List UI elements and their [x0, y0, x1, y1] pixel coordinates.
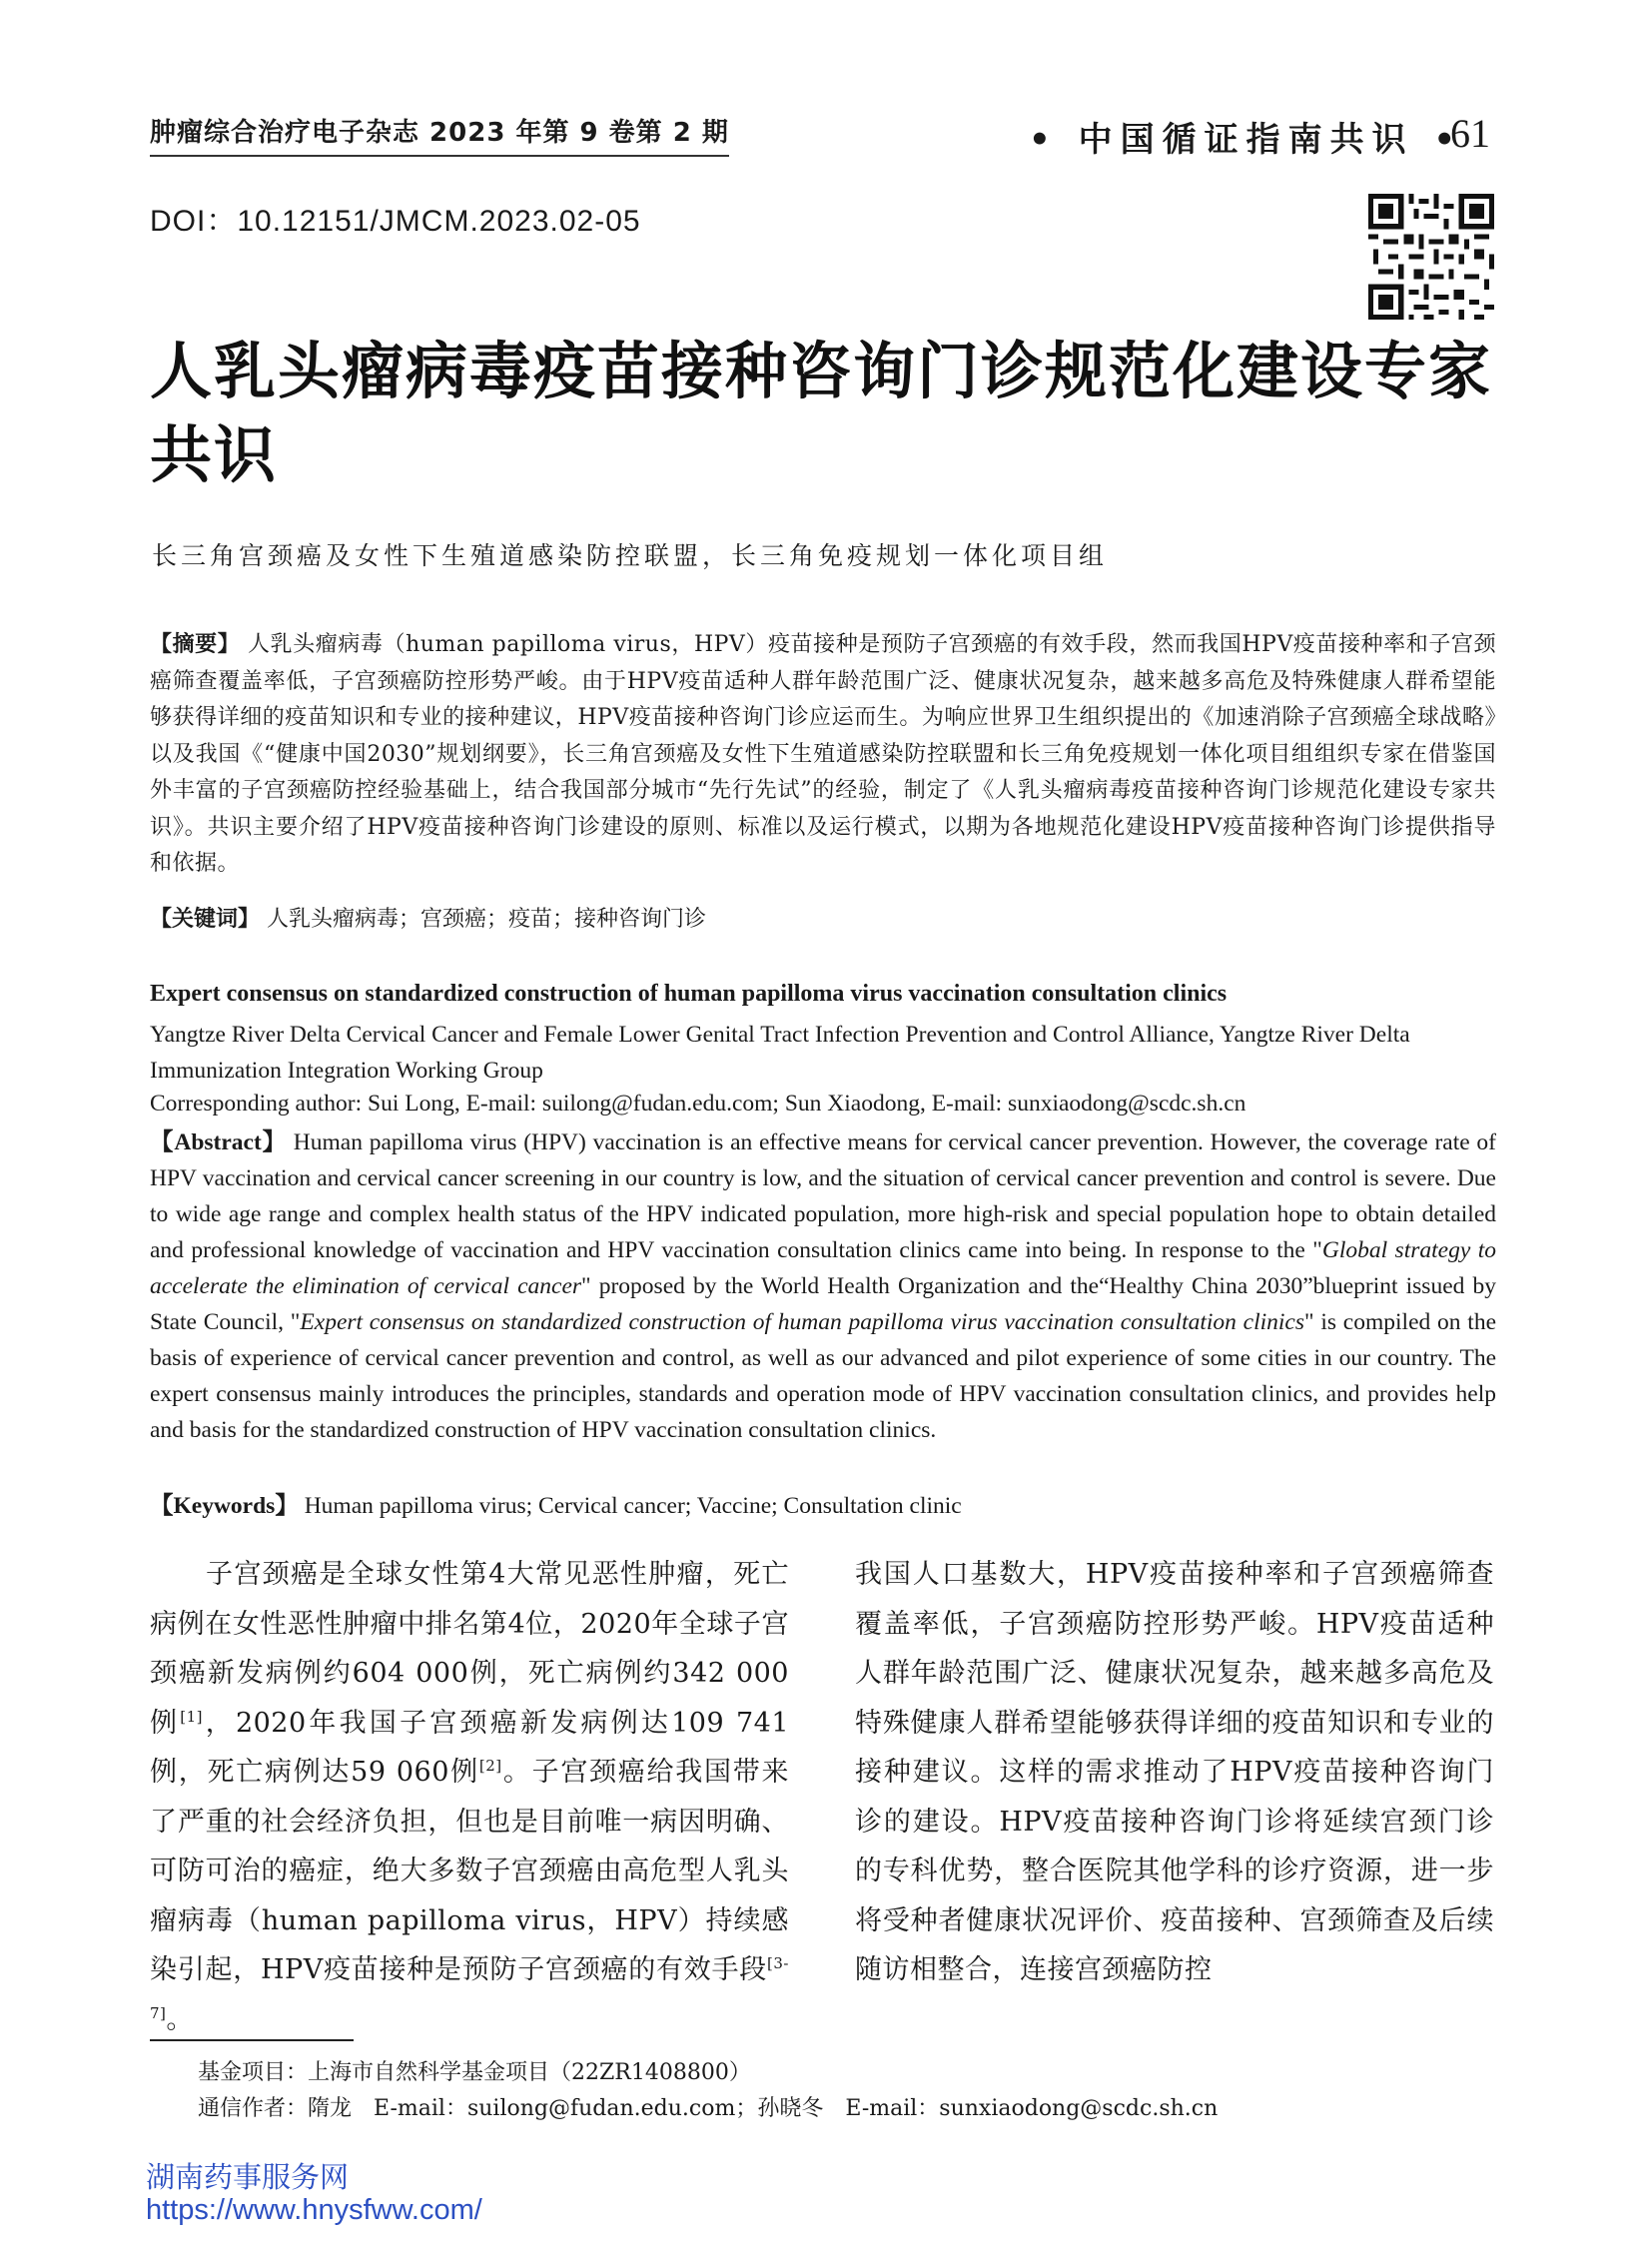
body-text: 。 — [166, 2003, 194, 2035]
citation-link[interactable]: [3-7] — [150, 1954, 789, 2022]
watermark-url[interactable]: https://www.hnysfww.com/ — [146, 2194, 482, 2226]
english-abstract-label: 【Abstract】 — [150, 1129, 288, 1155]
english-abstract-part: " is compiled on the basis of experience of cervical cancer prevention and control, as well as our advanced and pilot experience of some cities in our country. The expert consensus mainly introduces the principles, standards and operation mode of HPV vaccination consultation clinics, and provides help and basis for the standardized construction of HPV vaccination consultation clinics. — [150, 1309, 1496, 1443]
english-keywords-text: Human papilloma virus; Cervical cancer; Vaccine; Consultation clinic — [298, 1493, 962, 1519]
citation-link[interactable]: [2] — [478, 1757, 502, 1775]
citation-link[interactable]: [1] — [180, 1707, 203, 1726]
body-column-right: 我国人口基数大，HPV疫苗接种率和子宫颈癌筛查覆盖率低，子宫颈癌防控形势严峻。HPV疫苗适种人群年龄范围广泛、健康状况复杂，越来越多高危及特殊健康人群希望能够获得详细的疫苗知识和专业的接种建议。这样的需求推动了HPV疫苗接种咨询门诊的建设。HPV疫苗接种咨询门诊将延续宫颈门诊的专科优势，整合医院其他学科的诊疗资源，进一步将受种者健康状况评价、疫苗接种、宫颈筛查及后续随访相整合，连接宫颈癌防控 — [855, 1559, 1494, 1985]
watermark-name: 湖南药事服务网 — [146, 2160, 350, 2194]
english-authors: Yangtze River Delta Cervical Cancer and Female Lower Genital Tract Infection Prevention and Control Alliance, Yangtze River Delta Immunization Integration Working Group — [150, 1022, 1410, 1084]
footnote-divider — [150, 2039, 354, 2041]
footnote-corresponding: 通信作者：隋龙 E-mail：suilong@fudan.edu.com；孙晓冬 E-mail：sunxiaodong@scdc.sh.cn — [198, 2096, 1219, 2121]
english-corresponding: Corresponding author: Sui Long, E-mail: suilong@fudan.edu.com; Sun Xiaodong, E-mail: sunxiaodong@scdc.sh.cn — [150, 1091, 1246, 1117]
body-text: 。子宫颈癌给我国带来了严重的社会经济负担，但也是目前唯一病因明确、可防可治的癌症，绝大多数子宫颈癌由高危型人乳头瘤病毒（human papilloma virus，HPV）持续感染引起，HPV疫苗接种是预防子宫颈癌的有效手段 — [150, 1757, 789, 1985]
english-abstract-italic: Global strategy to accelerate the elimination of cervical cancer — [150, 1237, 1496, 1299]
page-number: 61 — [1450, 111, 1490, 156]
abstract-cn-label: 【摘要】 — [150, 632, 241, 657]
journal-header: 肿瘤综合治疗电子杂志 2023 年第 9 卷第 2 期 — [150, 112, 729, 157]
page-title: 人乳头瘤病毒疫苗接种咨询门诊规范化建设专家共识 — [150, 335, 1493, 491]
authors-cn: 长三角宫颈癌及女性下生殖道感染防控联盟，长三角免疫规划一体化项目组 — [152, 541, 1109, 570]
keywords-cn — [150, 902, 706, 933]
section-tag: • 中国循证指南共识 • — [1029, 120, 1464, 160]
english-abstract-part: " proposed by the World Health Organization and the“Healthy China 2030”blueprint issued by State Council, " — [150, 1273, 1496, 1335]
doi: DOI：10.12151/JMCM.2023.02-05 — [150, 205, 641, 238]
abstract-cn-text: 人乳头瘤病毒（human papilloma virus，HPV）疫苗接种是预防子宫颈癌的有效手段，然而我国HPV疫苗接种率和子宫颈癌筛查覆盖率低，子宫颈癌防控形势严峻。由于HPV疫苗适种人群年龄范围广泛、健康状况复杂，越来越多高危及特殊健康人群希望能够获得详细的疫苗知识和专业的接种建议，HPV疫苗接种咨询门诊应运而生。为响应世界卫生组织提出的《加速消除子宫颈癌全球战略》以及我国《“健康中国2030”规划纲要》，长三角宫颈癌及女性下生殖道感染防控联盟和长三角免疫规划一体化项目组组织专家在借鉴国外丰富的子宫颈癌防控经验基础上，结合我国部分城市“先行先试”的经验，制定了《人乳头瘤病毒疫苗接种咨询门诊规范化建设专家共识》。共识主要介绍了HPV疫苗接种咨询门诊建设的原则、标准以及运行模式，以期为各地规范化建设HPV疫苗接种咨询门诊提供指导和依据。 — [150, 632, 1496, 876]
body-column-left — [150, 1550, 789, 2044]
keywords-cn-text: 人乳头瘤病毒；宫颈癌；疫苗；接种咨询门诊 — [267, 907, 707, 932]
english-abstract-part: Human papilloma virus (HPV) vaccination is an effective means for cervical cancer prevention. However, the coverage rate of HPV vaccination and cervical cancer screening in our country is low, and the situation of cervical cancer prevention and control is severe. Due to wide age range and complex health status of the HPV indicated population, more high-risk and special population hope to obtain detailed and professional knowledge of vaccination and HPV vaccination consultation clinics came into being. In response to the " — [150, 1129, 1497, 1263]
qr-code-icon — [1368, 194, 1494, 320]
english-keywords-label: 【Keywords】 — [150, 1493, 299, 1519]
english-abstract-italic: Expert consensus on standardized construction of human papilloma virus vaccination consultation clinics — [300, 1309, 1305, 1335]
english-keywords — [150, 1486, 962, 1520]
english-title: Expert consensus on standardized construction of human papilloma virus vaccination consultation clinics — [150, 981, 1228, 1007]
abstract-cn — [150, 627, 1496, 883]
body-text: ，2020年我国子宫颈癌新发病例达109 741例，死亡病例达59 060例 — [150, 1707, 789, 1788]
keywords-cn-label: 【关键词】 — [150, 907, 261, 932]
english-abstract — [150, 1124, 1496, 1448]
body-text: 子宫颈癌是全球女性第4大常见恶性肿瘤，死亡病例在女性恶性肿瘤中排名第4位，2020年全球子宫颈癌新发病例约604 000例，死亡病例约342 000例 — [150, 1559, 789, 1739]
footnote-fund: 基金项目：上海市自然科学基金项目（22ZR1408800） — [198, 2060, 751, 2085]
